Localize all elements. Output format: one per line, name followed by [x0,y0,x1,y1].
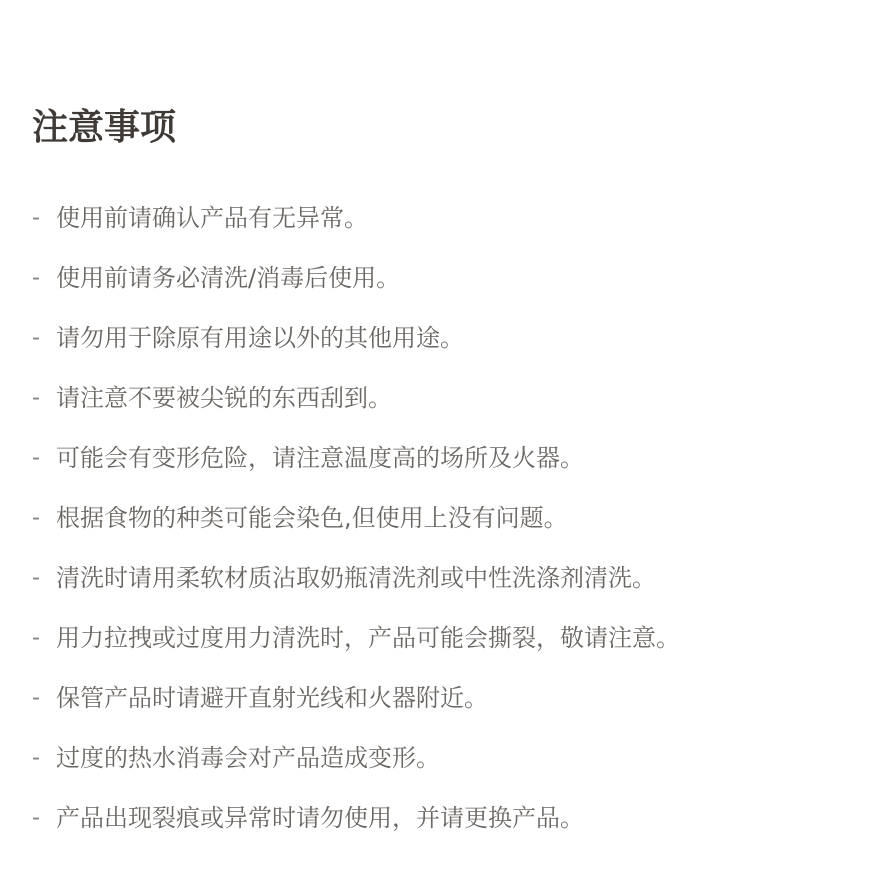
bullet-dash: - [32,324,40,351]
bullet-dash: - [32,684,40,711]
note-text: 使用前请确认产品有无异常。 [56,204,368,232]
list-item [32,188,852,248]
list-item [32,608,852,668]
bullet-dash: - [32,564,40,591]
note-text: 使用前请务必清洗/消毒后使用。 [56,264,401,292]
bullet-dash: - [32,204,40,231]
note-text: 用力拉拽或过度用力清洗时，产品可能会撕裂，敬请注意。 [56,624,680,652]
list-item [32,548,852,608]
bullet-dash: - [32,504,40,531]
note-text: 清洗时请用柔软材质沾取奶瓶清洗剂或中性洗涤剂清洗。 [56,564,656,592]
list-item [32,308,852,368]
page-title: 注意事项 [32,107,177,148]
note-text: 过度的热水消毒会对产品造成变形。 [56,744,440,772]
list-item [32,728,852,788]
list-item [32,428,852,488]
bullet-dash: - [32,804,40,831]
bullet-dash: - [32,624,40,651]
bullet-dash: - [32,744,40,771]
note-text: 请勿用于除原有用途以外的其他用途。 [56,324,464,352]
note-text: 请注意不要被尖锐的东西刮到。 [56,384,392,412]
note-text: 产品出现裂痕或异常时请勿使用，并请更换产品。 [56,804,584,832]
precautions-list [32,188,852,848]
note-text: 根据食物的种类可能会染色,但使用上没有问题。 [56,504,568,532]
list-item [32,788,852,848]
list-item [32,368,852,428]
bullet-dash: - [32,264,40,291]
list-item [32,668,852,728]
bullet-dash: - [32,444,40,471]
bullet-dash: - [32,384,40,411]
list-item [32,488,852,548]
note-text: 保管产品时请避开直射光线和火器附近。 [56,684,488,712]
list-item [32,248,852,308]
note-text: 可能会有变形危险，请注意温度高的场所及火器。 [56,444,584,472]
